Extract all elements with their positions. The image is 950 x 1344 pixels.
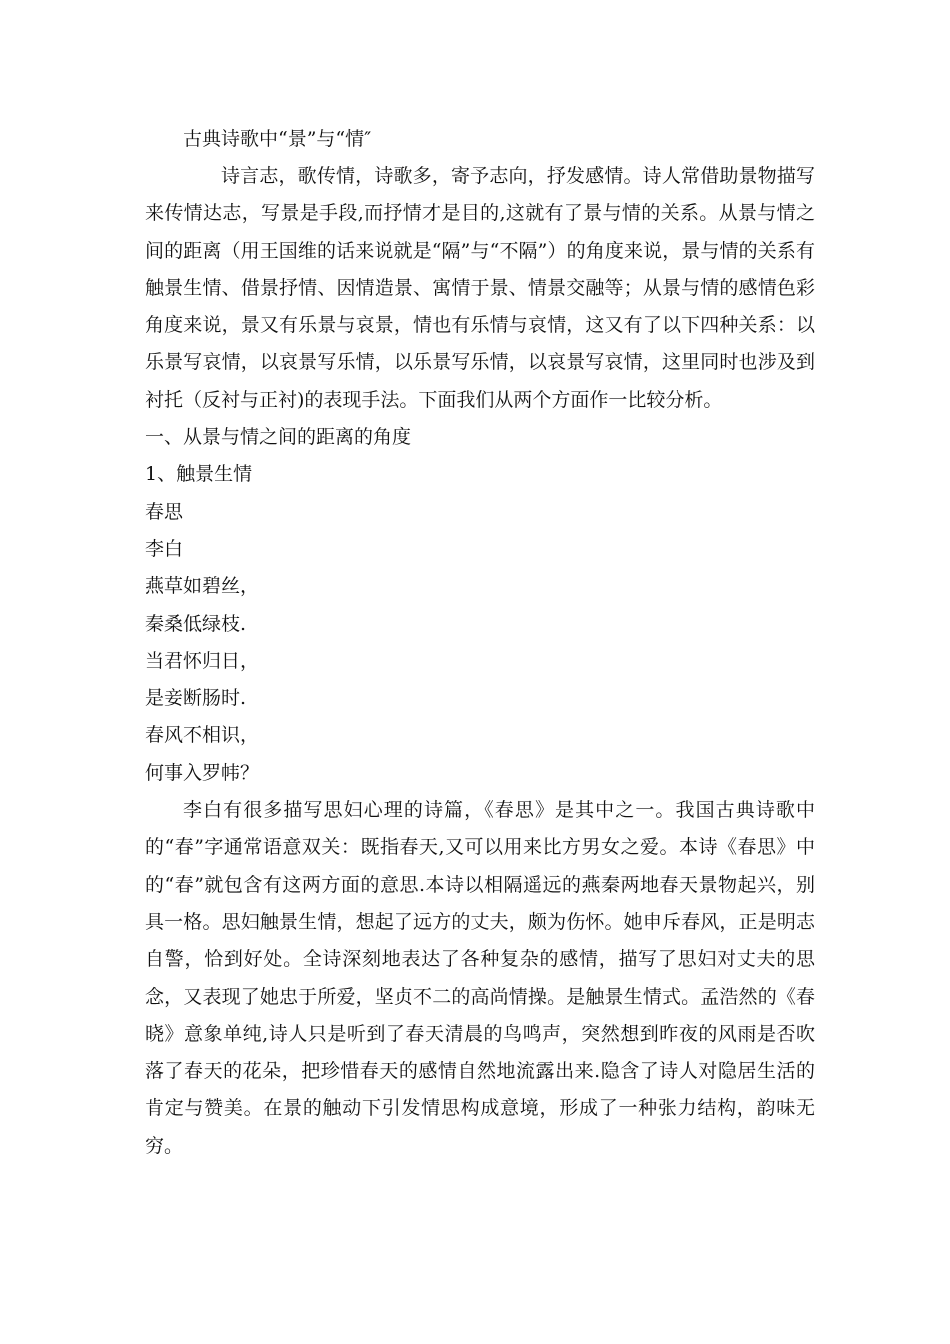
- poem-line: 秦桑低绿枝.: [145, 612, 247, 635]
- poem-line: 是妾断肠时.: [145, 687, 247, 710]
- document-title: 古典诗歌中“景”与“情″: [183, 128, 372, 150]
- poem-author: 李白: [145, 537, 184, 560]
- subsection-heading: 1、触景生情: [145, 463, 253, 486]
- section-heading: 一、从景与情之间的距离的角度: [145, 426, 412, 449]
- poem-body: [145, 568, 815, 792]
- poem-line: 燕草如碧丝，: [145, 575, 260, 598]
- poem-line: 春风不相识，: [145, 724, 260, 747]
- poem-line: 何事入罗帏？: [145, 761, 260, 784]
- document-body: [145, 120, 815, 1165]
- poem-line: 当君怀归日，: [145, 649, 260, 672]
- analysis-paragraph: 李白有很多描写思妇心理的诗篇，《春思》是其中之一。我国古典诗歌中的“春”字通常语意双关：既指春天,又可以用来比方男女之爱。本诗《春思》中的“春”就包含有这两方面的意思.本诗以相隔遥远的燕秦两地春天景物起兴，别具一格。思妇触景生情，想起了远方的丈夫，颇为伤怀。她申斥春风，正是明志自警，恰到好处。全诗深刻地表达了各种复杂的感情，描写了思妇对丈夫的思念，又表现了她忠于所爱，坚贞不二的高尚情操。是触景生情式。孟浩然的《春晓》意象单纯,诗人只是听到了春天清晨的鸟鸣声，突然想到昨夜的风雨是否吹落了春天的花朵，把珍惜春天的感情自然地流露出来.隐含了诗人对隐居生活的肯定与赞美。在景的触动下引发情思构成意境，形成了一种张力结构，韵味无穷。: [145, 799, 815, 1157]
- intro-paragraph: 诗言志，歌传情，诗歌多，寄予志向，抒发感情。诗人常借助景物描写来传情达志，写景是手段,而抒情才是目的,这就有了景与情的关系。从景与情之间的距离（用王国维的话来说就是“隔”与“不隔”）的角度来说，景与情的关系有触景生情、借景抒情、因情造景、寓情于景、情景交融等；从景与情的感情色彩角度来说，景又有乐景与哀景，情也有乐情与哀情，这又有了以下四种关系：以乐景写哀情，以哀景写乐情，以乐景写乐情，以哀景写哀情，这里同时也涉及到衬托（反衬与正衬)的表现手法。下面我们从两个方面作一比较分析。: [145, 165, 815, 411]
- poem-title: 春思: [145, 500, 184, 523]
